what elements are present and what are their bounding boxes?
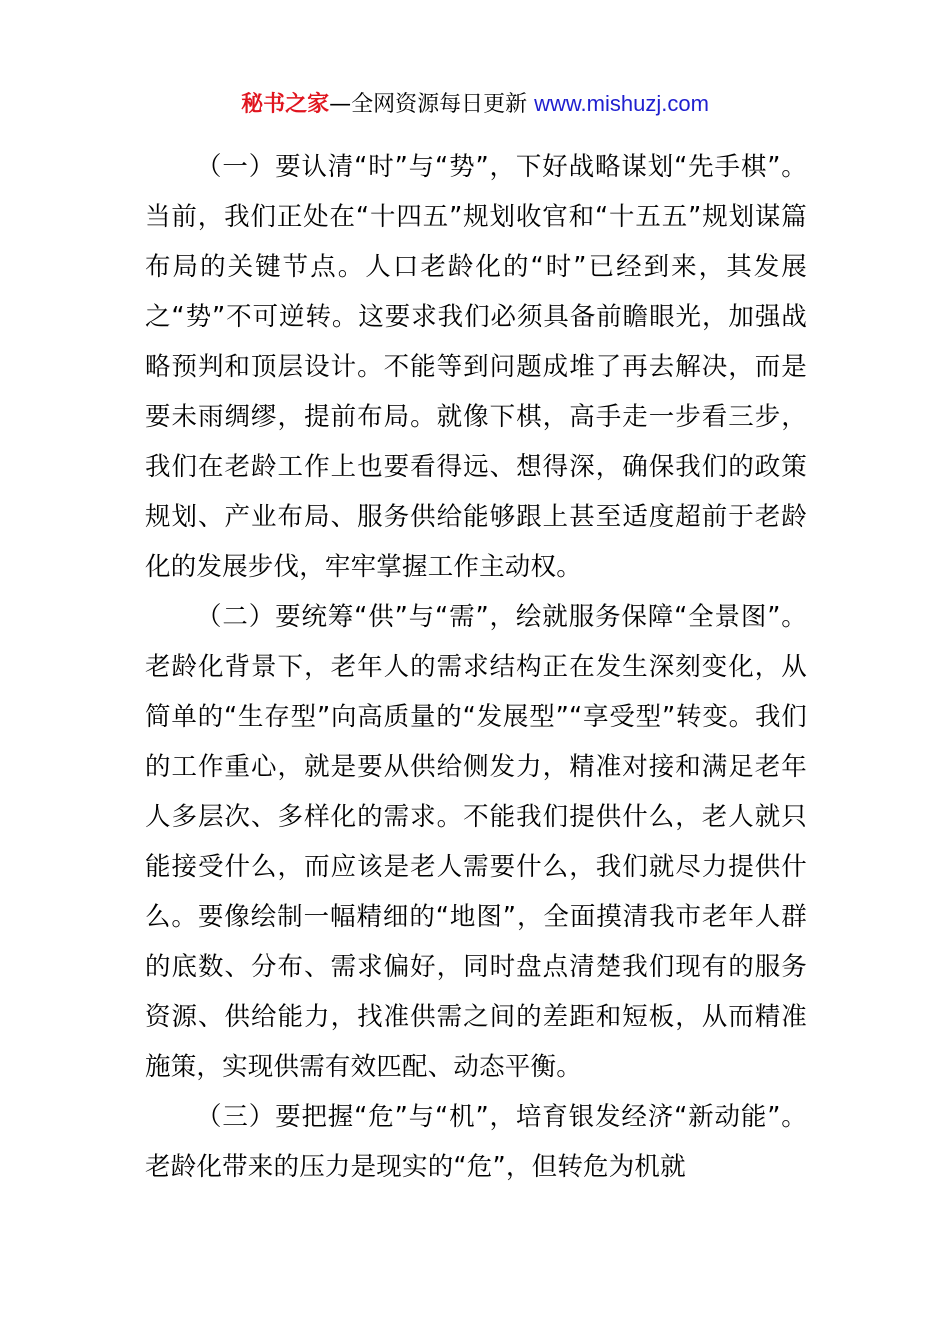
page-header <box>0 86 950 123</box>
site-tagline: —全网资源每日更新 <box>329 92 528 117</box>
paragraph-3: （三）要把握“危”与“机”，培育银发经济“新动能”。老龄化带来的压力是现实的“危”，但转危为机就 <box>145 1102 807 1182</box>
site-url-link[interactable]: www.mishuzj.com <box>534 91 709 116</box>
paragraph-2: （二）要统筹“供”与“需”，绘就服务保障“全景图”。老龄化背景下，老年人的需求结构正在发生深刻变化，从简单的“生存型”向高质量的“发展型”“享受型”转变。我们的工作重心，就是要从供给侧发力，精准对接和满足老年人多层次、多样化的需求。不能我们提供什么，老人就只能接受什么，而应该是老人需要什么，我们就尽力提供什么。要像绘制一幅精细的“地图”，全面摸清我市老年人群的底数、分布、需求偏好，同时盘点清楚我们现有的服务资源、供给能力，找准供需之间的差距和短板，从而精准施策，实现供需有效匹配、动态平衡。 <box>145 602 807 1082</box>
site-brand: 秘书之家 <box>241 92 330 117</box>
document-body <box>145 142 807 1192</box>
paragraph-1: （一）要认清“时”与“势”，下好战略谋划“先手棋”。当前，我们正处在“十四五”规划收官和“十五五”规划谋篇布局的关键节点。人口老龄化的“时”已经到来，其发展之“势”不可逆转。这要求我们必须具备前瞻眼光，加强战略预判和顶层设计。不能等到问题成堆了再去解决，而是要未雨绸缪，提前布局。就像下棋，高手走一步看三步，我们在老龄工作上也要看得远、想得深，确保我们的政策规划、产业布局、服务供给能够跟上甚至适度超前于老龄化的发展步伐，牢牢掌握工作主动权。 <box>145 152 807 582</box>
